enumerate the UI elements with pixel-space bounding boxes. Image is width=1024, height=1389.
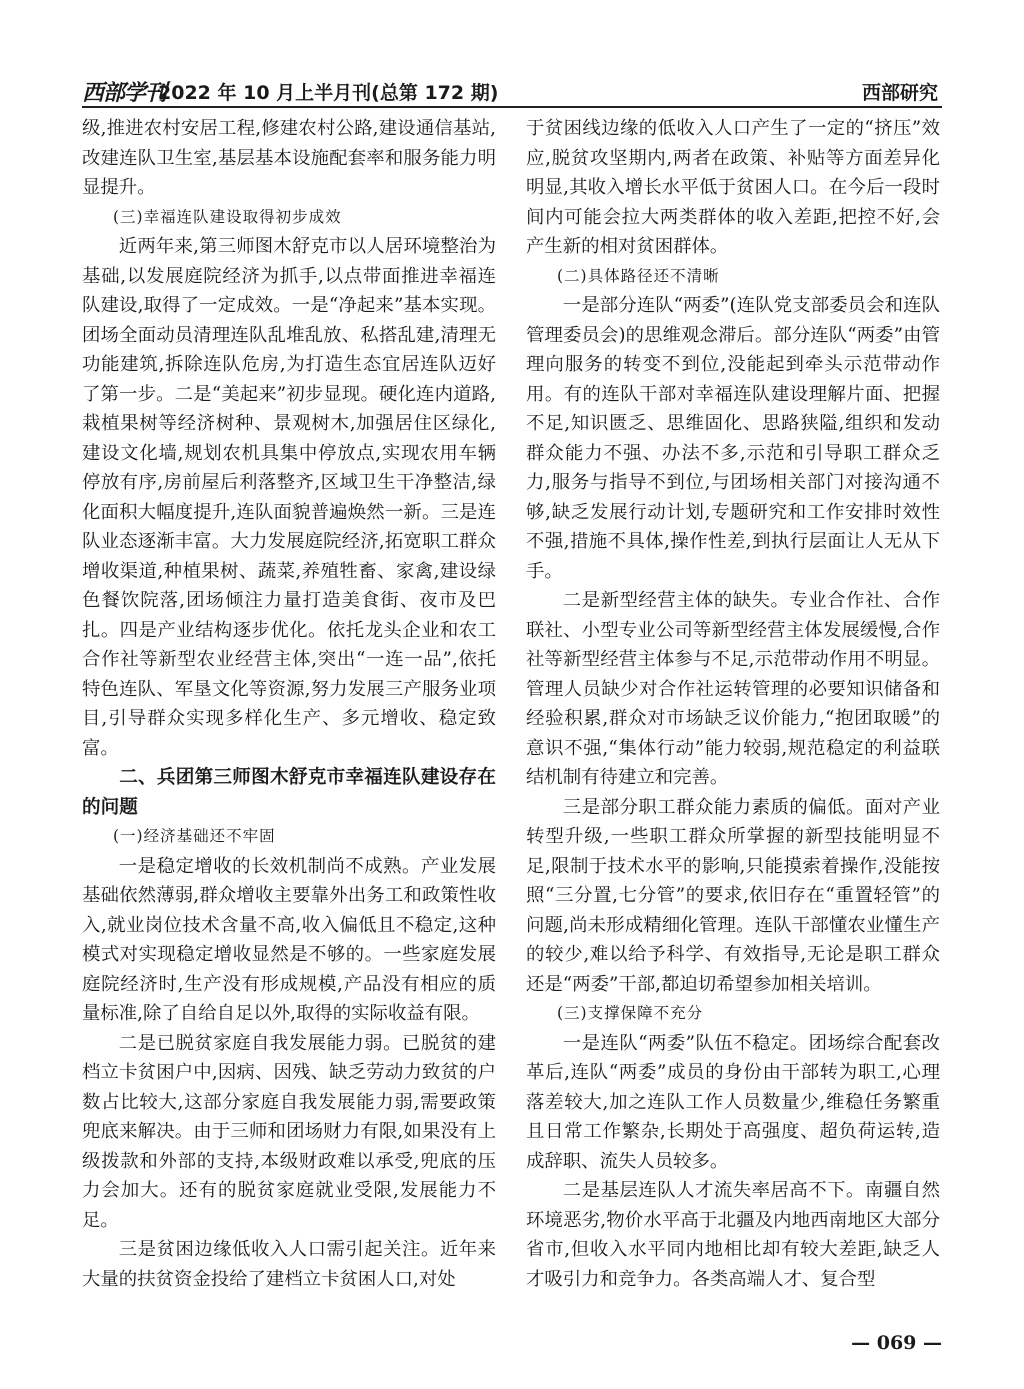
- subsection-heading: (二)具体路径还不清晰: [557, 266, 720, 285]
- running-header: [82, 70, 942, 108]
- journal-logo: 西部学刊: [82, 80, 167, 106]
- subsection-heading: (三)支撑保障不充分: [557, 1004, 704, 1022]
- paragraph: 于贫困线边缘的低收入人口产生了一定的“挤压”效应,脱贫攻坚期内,两者在政策、补贴等方面差异化明显,其收入增长水平低于贫困人口。在今后一段时间内可能会拉大两类群体的收入差距,把控不好,会产生新的相对贫困群体。: [526, 118, 940, 257]
- right-column: [526, 114, 940, 1294]
- paragraph: 二是基层连队人才流失率居高不下。南疆自然环境恶劣,物价水平高于北疆及内地西南地区大部分省市,但收入水平同内地相比却有较大差距,缺乏人才吸引力和竞争力。各类高端人才、复合型: [526, 1180, 940, 1290]
- paragraph: 二是已脱贫家庭自我发展能力弱。已脱贫的建档立卡贫困户中,因病、因残、缺乏劳动力致贫的户数占比较大,这部分家庭自我发展能力弱,需要政策兜底来解决。由于三师和团场财力有限,如果没有上级拨款和外部的支持,本级财政难以承受,兜底的压力会加大。还有的脱贫家庭就业受限,发展能力不足。: [82, 1032, 496, 1231]
- section-name: 西部研究: [861, 82, 938, 104]
- paragraph: 三是贫困边缘低收入人口需引起关注。近年来大量的扶贫资金投给了建档立卡贫困人口,对处: [82, 1239, 496, 1290]
- issue-info: 2022 年 10 月上半月刊(总第 172 期): [158, 82, 499, 104]
- paragraph: 一是连队“两委”队伍不稳定。团场综合配套改革后,连队“两委”成员的身份由干部转为职工,心理落差较大,加之连队工作人员数量少,维稳任务繁重且日常工作繁杂,长期处于高强度、超负荷运转,造成辞职、流失人员较多。: [526, 1032, 940, 1172]
- paragraph: 一是稳定增收的长效机制尚不成熟。产业发展基础依然薄弱,群众增收主要靠外出务工和政策性收入,就业岗位技术含量不高,收入偏低且不稳定,这种模式对实现稳定增收显然是不够的。一些家庭发展庭院经济时,生产没有形成规模,产品没有相应的质量标准,除了自给自足以外,取得的实际收益有限。: [82, 855, 496, 1024]
- subsection-heading: (一)经济基础还不牢固: [113, 827, 276, 845]
- paragraph: 一是部分连队“两委”(连队党支部委员会和连队管理委员会)的思维观念滞后。部分连队“两委”由管理向服务的转变不到位,没能起到牵头示范带动作用。有的连队干部对幸福连队建设理解片面、把握不足,知识匮乏、思维固化、思路狭隘,组织和发动群众能力不强、办法不多,示范和引导职工群众乏力,服务与指导不到位,与团场相关部门对接沟通不够,缺乏发展行动计划,专题研究和工作安排时效性不强,措施不具体,操作性差,到执行层面让人无从下手。: [526, 295, 940, 582]
- paragraph: 二是新型经营主体的缺失。专业合作社、合作联社、小型专业公司等新型经营主体发展缓慢,合作社等新型经营主体参与不足,示范带动作用不明显。管理人员缺少对合作社运转管理的必要知识储备和经验积累,群众对市场缺乏议价能力,“抱团取暖”的意识不强,“集体行动”能力较弱,规范稳定的利益联结机制有待建立和完善。: [526, 590, 940, 788]
- paragraph: 三是部分职工群众能力素质的偏低。面对产业转型升级,一些职工群众所掌握的新型技能明显不足,限制于技术水平的影响,只能摸索着操作,没能按照“三分置,七分管”的要求,依旧存在“重置轻管”的问题,尚未形成精细化管理。连队干部懂农业懂生产的较少,难以给予科学、有效指导,无论是职工群众还是“两委”干部,都迫切希望参加相关培训。: [526, 796, 940, 995]
- page-number: — 069 —: [851, 1332, 942, 1354]
- left-column: [82, 114, 496, 1294]
- paragraph: 近两年来,第三师图木舒克市以人居环境整治为基础,以发展庭院经济为抓手,以点带面推进幸福连队建设,取得了一定成效。一是“净起来”基本实现。团场全面动员清理连队乱堆乱放、私搭乱建,清理无功能建筑,拆除连队危房,为打造生态宜居连队迈好了第一步。二是“美起来”初步显现。硬化连内道路,栽植果树等经济树种、景观树木,加强居住区绿化,建设文化墙,规划农机具集中停放点,实现农用车辆停放有序,房前屋后利落整齐,区域卫生干净整洁,绿化面积大幅度提升,连队面貌普遍焕然一新。三是连队业态逐渐丰富。大力发展庭院经济,拓宽职工群众增收渠道,种植果树、蔬菜,养殖牲畜、家禽,建设绿色餐饮院落,团场倾注力量打造美食街、夜市及巴扎。四是产业结构逐步优化。依托龙头企业和农工合作社等新型农业经营主体,突出“一连一品”,依托特色连队、军垦文化等资源,努力发展三产服务业项目,引导群众实现多样化生产、多元增收、稳定致富。: [82, 236, 496, 759]
- paragraph: 级,推进农村安居工程,修建农村公路,建设通信基站,改建连队卫生室,基层基本设施配套率和服务能力明显提升。: [82, 118, 496, 198]
- section-heading: 二、兵团第三师图木舒克市幸福连队建设存在的问题: [82, 767, 496, 818]
- subsection-heading: (三)幸福连队建设取得初步成效: [113, 207, 342, 226]
